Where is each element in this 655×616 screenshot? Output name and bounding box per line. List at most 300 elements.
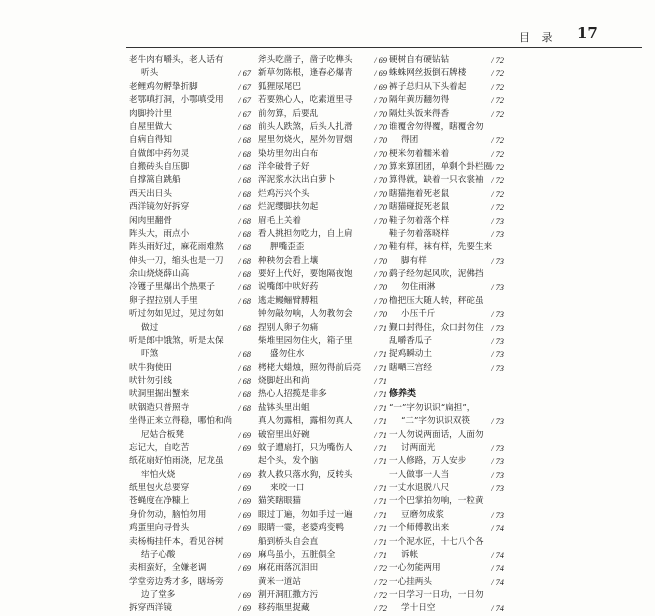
toc-entry[interactable] bbox=[258, 281, 387, 294]
toc-entry[interactable] bbox=[258, 94, 387, 107]
toc-entry-page: / 73 bbox=[491, 216, 504, 226]
toc-entry-page: / 71 bbox=[374, 403, 387, 413]
toc-entry-title: 捏别人卵子勿痛 bbox=[258, 322, 319, 333]
toc-entry[interactable] bbox=[258, 509, 387, 522]
toc-entry-page: / 68 bbox=[238, 350, 251, 360]
toc-entry[interactable] bbox=[389, 134, 504, 147]
toc-entry-title: 吠铟造只普照寺 bbox=[129, 402, 190, 413]
toc-entry-title: 破窑里出好碗 bbox=[258, 429, 310, 440]
toc-entry-page: / 69 bbox=[238, 564, 251, 574]
toc-entry-title: 卵子捏拉别人手里 bbox=[129, 295, 198, 306]
toc-entry[interactable] bbox=[389, 241, 504, 254]
toc-entry-page: / 74 bbox=[491, 550, 504, 560]
toc-entry-title: 结子心酸 bbox=[141, 549, 176, 560]
toc-entry-title: 移药瓶里捉藏 bbox=[258, 603, 310, 614]
toc-entry-title: 屋里勿烧火，屋外勿冒烟 bbox=[258, 135, 353, 146]
toc-entry[interactable] bbox=[389, 549, 504, 562]
toc-entry-title: 胛嘴歪歪 bbox=[270, 242, 305, 253]
toc-entry[interactable] bbox=[258, 322, 387, 335]
toc-entry-title: 拆穿西洋镜 bbox=[129, 603, 172, 614]
toc-entry[interactable] bbox=[129, 174, 251, 187]
toc-entry-title: 柴堆里园勿住火，箱子里 bbox=[258, 335, 353, 346]
toc-entry[interactable] bbox=[129, 308, 251, 321]
toc-entry-title: 硬树自有硬钻钻 bbox=[389, 55, 450, 65]
toc-entry[interactable] bbox=[129, 295, 251, 308]
toc-entry-title: 眼睛一霎，老婆鸡变鸭 bbox=[258, 523, 344, 534]
page-number: 17 bbox=[577, 24, 598, 42]
toc-entry[interactable] bbox=[258, 602, 387, 615]
toc-entry[interactable] bbox=[389, 429, 504, 442]
toc-entry[interactable] bbox=[389, 67, 504, 80]
toc-entry[interactable] bbox=[129, 188, 251, 201]
toc-entry-page: / 69 bbox=[238, 550, 251, 560]
toc-entry[interactable] bbox=[258, 495, 387, 508]
toc-entry[interactable] bbox=[258, 362, 387, 375]
toc-entry-title: 吠牛狗使田 bbox=[129, 362, 172, 373]
toc-entry-page: / 73 bbox=[491, 457, 504, 467]
toc-entry-title: 吠针勿引线 bbox=[129, 376, 172, 386]
toc-entry[interactable] bbox=[258, 268, 387, 281]
toc-entry-title: 鞋子勿着落个样 bbox=[389, 215, 450, 226]
toc-entry-page: / 68 bbox=[238, 377, 251, 386]
toc-entry[interactable] bbox=[129, 576, 251, 589]
toc-entry[interactable] bbox=[129, 388, 251, 401]
toc-entry-page: / 71 bbox=[374, 390, 387, 400]
toc-spacer bbox=[389, 375, 504, 388]
toc-entry-title: 小压千斤 bbox=[401, 309, 436, 320]
toc-entry-page: / 71 bbox=[374, 524, 387, 534]
toc-entry[interactable] bbox=[129, 348, 251, 361]
toc-entry-title: 真人勿露相，露相勿真人 bbox=[258, 416, 353, 427]
toc-entry-page: / 68 bbox=[238, 122, 251, 132]
toc-entry-title: 肉脚拎汁里 bbox=[129, 108, 172, 119]
toc-entry-title: 脚有样 bbox=[401, 255, 427, 266]
toc-entry[interactable] bbox=[258, 148, 387, 161]
toc-entry-page: / 72 bbox=[374, 564, 387, 574]
toc-entry-title: 牢怕火烧 bbox=[141, 469, 176, 480]
toc-entry[interactable] bbox=[389, 174, 504, 187]
toc-entry-title: 钟勿敲勿响，人勿教勿会 bbox=[258, 309, 353, 320]
toc-entry[interactable] bbox=[389, 482, 504, 495]
toc-entry-title: 一日学习一日功，一日勿 bbox=[389, 590, 484, 600]
toc-entry[interactable] bbox=[389, 121, 504, 134]
toc-entry[interactable] bbox=[389, 495, 504, 508]
toc-entry-page: / 70 bbox=[374, 109, 387, 119]
toc-entry-page: / 71 bbox=[374, 550, 387, 560]
toc-entry-title: 纸花扇好怕雨浇，尼龙虽 bbox=[129, 456, 224, 467]
toc-entry-title: 看人挑担勿吃力，自上肩 bbox=[258, 228, 353, 239]
toc-entry-title: 要好上代好，要饱隔夜饱 bbox=[258, 269, 353, 279]
toc-entry-page: / 68 bbox=[238, 323, 251, 333]
toc-entry-title: 算得就，缺着一只衣裳袖 bbox=[389, 175, 484, 186]
toc-entry-page: / 73 bbox=[491, 510, 504, 520]
toc-entry[interactable] bbox=[129, 241, 251, 254]
toc-entry-title: 盛勿住水 bbox=[270, 349, 305, 360]
toc-entry-title: 瞎猫碰捉死老鼠 bbox=[389, 202, 450, 213]
toc-entry[interactable] bbox=[129, 281, 251, 294]
toc-entry-page: / 70 bbox=[374, 270, 387, 279]
toc-entry[interactable] bbox=[129, 429, 251, 442]
toc-entry[interactable] bbox=[389, 335, 504, 348]
toc-entry-page: / 71 bbox=[374, 457, 387, 467]
toc-entry-page: / 70 bbox=[374, 122, 387, 132]
toc-entry-page: / 68 bbox=[238, 149, 251, 159]
toc-entry[interactable] bbox=[129, 482, 251, 495]
toc-entry[interactable] bbox=[389, 295, 504, 308]
toc-entry[interactable] bbox=[129, 255, 251, 268]
toc-entry-page: / 74 bbox=[491, 564, 504, 574]
toc-entry-title: 坐得正来立得稳，哪怕和尚 bbox=[129, 416, 233, 427]
toc-entry-page: / 73 bbox=[491, 470, 504, 480]
toc-entry[interactable] bbox=[258, 255, 387, 268]
toc-entry-title: 老鄂嗔打洞，小鄂嗔受用 bbox=[129, 95, 224, 106]
toc-entry[interactable] bbox=[258, 241, 387, 254]
toc-entry[interactable] bbox=[129, 54, 251, 67]
toc-entry-page: / 70 bbox=[374, 96, 387, 106]
toc-entry-page: / 67 bbox=[238, 69, 251, 79]
toc-entry[interactable] bbox=[258, 589, 387, 602]
toc-entry[interactable] bbox=[258, 121, 387, 134]
toc-entry-page: / 73 bbox=[491, 417, 504, 427]
toc-entry[interactable] bbox=[389, 268, 504, 281]
toc-entry-title: 诉帐 bbox=[401, 549, 419, 560]
toc-entry[interactable] bbox=[129, 215, 251, 228]
toc-entry-title: 黄米一道站 bbox=[258, 576, 301, 587]
toc-entry[interactable] bbox=[389, 308, 504, 321]
toc-entry-title: 麻花雨落沉泪田 bbox=[258, 563, 319, 574]
toc-entry-title: 一心挂两头 bbox=[389, 576, 432, 587]
toc-entry-title: 烂泥缨脚扶勿起 bbox=[258, 202, 319, 213]
toc-entry-title: 尼姑合板凳 bbox=[141, 429, 184, 440]
toc-entry[interactable] bbox=[258, 402, 387, 415]
toc-entry-title: 隔灶头饭来得香 bbox=[389, 108, 450, 119]
toc-entry-page: / 69 bbox=[374, 82, 387, 92]
toc-entry[interactable] bbox=[129, 602, 251, 615]
toc-entry-page: / 73 bbox=[491, 283, 504, 293]
toc-entry-title: 洋伞破骨子好 bbox=[258, 162, 310, 172]
toc-entry-page: / 72 bbox=[491, 69, 504, 79]
toc-entry-page: / 72 bbox=[491, 96, 504, 106]
toc-entry[interactable] bbox=[129, 201, 251, 214]
toc-entry-page: / 69 bbox=[238, 484, 251, 493]
toc-entry[interactable] bbox=[129, 161, 251, 174]
toc-entry[interactable] bbox=[129, 268, 251, 281]
toc-entry-title: 学十日空 bbox=[401, 603, 436, 614]
toc-entry[interactable] bbox=[129, 335, 251, 348]
toc-entry[interactable] bbox=[258, 388, 387, 401]
toc-entry[interactable] bbox=[129, 442, 251, 455]
toc-column-3 bbox=[389, 54, 508, 616]
section-title: 目 录 bbox=[519, 31, 557, 44]
toc-entry[interactable] bbox=[389, 81, 504, 94]
toc-entry-title: 闲肉里翻骨 bbox=[129, 215, 172, 226]
toc-entry[interactable] bbox=[389, 322, 504, 335]
toc-entry[interactable] bbox=[129, 67, 251, 80]
toc-entry[interactable] bbox=[389, 228, 504, 241]
toc-entry-page: / 68 bbox=[238, 296, 251, 306]
toc-entry[interactable] bbox=[129, 469, 251, 482]
toc-entry-page: / 70 bbox=[374, 163, 387, 172]
toc-entry-page: / 72 bbox=[491, 82, 504, 92]
toc-entry[interactable] bbox=[258, 228, 387, 241]
toc-entry-page: / 72 bbox=[374, 577, 387, 587]
toc-entry-page: / 72 bbox=[491, 176, 504, 186]
toc-entry-page: / 71 bbox=[374, 430, 387, 440]
toc-entry-title: 一人勿说两面话，人面勿 bbox=[389, 429, 484, 440]
toc-entry-page: / 68 bbox=[238, 283, 251, 293]
toc-entry-title: 讨两面光 bbox=[401, 442, 436, 453]
toc-entry[interactable] bbox=[129, 562, 251, 575]
toc-entry[interactable] bbox=[258, 174, 387, 187]
toc-entry-title: 热心人招揽是非多 bbox=[258, 389, 327, 400]
toc-entry-title: 捉鸡瞬动土 bbox=[389, 349, 432, 360]
toc-entry[interactable] bbox=[258, 54, 387, 67]
toc-entry-page: / 72 bbox=[491, 163, 504, 172]
toc-entry-page: / 73 bbox=[491, 363, 504, 373]
toc-entry[interactable] bbox=[129, 402, 251, 415]
toc-entry[interactable] bbox=[258, 161, 387, 174]
toc-entry-title: 裤子总归从下头着起 bbox=[389, 81, 467, 92]
toc-entry-page: / 68 bbox=[238, 216, 251, 226]
toc-entry[interactable] bbox=[389, 589, 504, 602]
toc-entry-title: 隔年黄历翻勿得 bbox=[389, 95, 450, 106]
toc-entry[interactable] bbox=[129, 94, 251, 107]
toc-entry[interactable] bbox=[389, 161, 504, 174]
toc-entry-title: 苍蝇度在净糠上 bbox=[129, 496, 190, 507]
toc-entry-title: “二”字勿识识双筷 bbox=[401, 416, 470, 427]
toc-entry-page: / 68 bbox=[238, 243, 251, 253]
toc-entry-page: / 71 bbox=[374, 417, 387, 427]
toc-entry[interactable] bbox=[258, 469, 387, 482]
toc-entry-title: 盐钵头里出蛆 bbox=[258, 402, 310, 413]
toc-entry[interactable] bbox=[389, 94, 504, 107]
toc-entry-title: 前头人跌煞，后头人扎滑 bbox=[258, 121, 353, 132]
toc-entry-title: 一心勿能两用 bbox=[389, 563, 441, 574]
toc-entry[interactable] bbox=[258, 562, 387, 575]
toc-entry-title: 乱嚼香瓜子 bbox=[389, 335, 432, 346]
toc-entry-page: / 72 bbox=[491, 189, 504, 199]
toc-entry[interactable] bbox=[258, 295, 387, 308]
toc-entry-page: / 69 bbox=[238, 497, 251, 507]
toc-entry-title: 老鲤鸡勿孵挚折脚 bbox=[129, 81, 198, 92]
toc-entry-page: / 69 bbox=[374, 69, 387, 79]
toc-entry-title: 橹把压大随人转，秤砣虽 bbox=[389, 295, 484, 306]
toc-entry-page: / 73 bbox=[491, 310, 504, 320]
toc-entry[interactable] bbox=[129, 134, 251, 147]
toc-entry-title: 豆磨勿成浆 bbox=[401, 509, 444, 520]
toc-entry[interactable] bbox=[129, 81, 251, 94]
toc-entry[interactable] bbox=[258, 308, 387, 321]
toc-entry-title: 狐狸尿尾巴 bbox=[258, 81, 301, 92]
toc-entry-page: / 70 bbox=[374, 176, 387, 186]
toc-entry-title: 一丈水退脱八尺 bbox=[389, 483, 450, 493]
toc-entry-title: 麻鸟虽小，五脏俱全 bbox=[258, 549, 336, 560]
toc-entry-page: / 74 bbox=[491, 604, 504, 614]
toc-entry[interactable] bbox=[258, 429, 387, 442]
toc-entry-title: 染坊里勿出白布 bbox=[258, 148, 319, 159]
toc-entry-title: 边了堂多 bbox=[141, 590, 176, 600]
toc-entry-page: / 68 bbox=[238, 189, 251, 199]
toc-entry-page: / 67 bbox=[238, 96, 251, 106]
toc-entry[interactable] bbox=[389, 148, 504, 161]
toc-entry-title: 身价勿动，脑怕勿用 bbox=[129, 509, 207, 520]
toc-entry-page: / 72 bbox=[491, 203, 504, 213]
toc-entry[interactable] bbox=[258, 522, 387, 535]
toc-entry-page: / 69 bbox=[238, 510, 251, 520]
toc-entry[interactable] bbox=[389, 522, 504, 535]
toc-entry-title: 若要熟心人，吃素道里寻 bbox=[258, 95, 353, 106]
toc-entry[interactable] bbox=[389, 562, 504, 575]
toc-entry[interactable] bbox=[389, 415, 504, 428]
toc-entry[interactable] bbox=[258, 576, 387, 589]
toc-entry-page: / 73 bbox=[491, 443, 504, 453]
toc-entry-page: / 70 bbox=[374, 216, 387, 226]
toc-entry[interactable] bbox=[389, 509, 504, 522]
toc-entry[interactable] bbox=[389, 442, 504, 455]
toc-entry[interactable] bbox=[389, 255, 504, 268]
toc-entry-title: 听头 bbox=[141, 68, 159, 79]
toc-entry-title: 梗米勿着糯米着 bbox=[389, 148, 450, 159]
toc-entry-title: 鞋子勿着落晓样 bbox=[389, 228, 450, 239]
toc-entry[interactable] bbox=[258, 134, 387, 147]
toc-entry-page: / 68 bbox=[238, 229, 251, 239]
toc-entry[interactable] bbox=[389, 108, 504, 121]
toc-entry-page: / 69 bbox=[238, 524, 251, 534]
toc-entry-page: / 72 bbox=[491, 109, 504, 119]
toc-entry-title: 忘记大，自吃苦 bbox=[129, 442, 190, 453]
toc-entry-title: 伸头一刀，缩头也是一刀 bbox=[129, 255, 224, 266]
toc-entry[interactable] bbox=[389, 536, 504, 549]
toc-entry[interactable] bbox=[389, 469, 504, 482]
toc-entry[interactable] bbox=[258, 81, 387, 94]
toc-entry-page: / 68 bbox=[238, 203, 251, 213]
toc-entry-page: / 71 bbox=[374, 350, 387, 360]
toc-entry[interactable] bbox=[258, 455, 387, 468]
toc-entry-title: 一个师傅教出来 bbox=[389, 523, 450, 534]
toc-entry-title: 吠洞里掘出蟹来 bbox=[129, 389, 190, 400]
toc-entry[interactable] bbox=[258, 348, 387, 361]
toc-entry-title: 烧脚赶出和尚 bbox=[258, 376, 310, 386]
toc-entry-title: 鹞子经勿起风吹，泥佛挡 bbox=[389, 269, 484, 279]
toc-entry[interactable] bbox=[129, 362, 251, 375]
toc-entry-page: / 71 bbox=[374, 510, 387, 520]
toc-entry[interactable] bbox=[389, 201, 504, 214]
toc-entry[interactable] bbox=[258, 335, 387, 348]
toc-entry-title: 浑泥浆水汏出白萝卜 bbox=[258, 175, 336, 186]
toc-entry-page: / 70 bbox=[374, 149, 387, 159]
toc-entry[interactable] bbox=[389, 362, 504, 375]
toc-entry[interactable] bbox=[258, 549, 387, 562]
toc-entry[interactable] bbox=[258, 482, 387, 495]
toc-entry[interactable] bbox=[389, 281, 504, 294]
toc-entry[interactable] bbox=[129, 108, 251, 121]
toc-entry-page: / 70 bbox=[374, 243, 387, 253]
toc-entry-title: 阵头雨好过，麻花雨难熬 bbox=[129, 242, 224, 253]
toc-entry[interactable] bbox=[258, 201, 387, 214]
toc-entry[interactable] bbox=[129, 549, 251, 562]
toc-entry[interactable] bbox=[389, 188, 504, 201]
toc-entry[interactable] bbox=[389, 455, 504, 468]
toc-entry-title: 说嘴郎中吠好药 bbox=[258, 282, 319, 293]
toc-entry-title: 纸里包火总要穿 bbox=[129, 483, 190, 493]
header-rule bbox=[126, 47, 642, 48]
toc-entry[interactable] bbox=[258, 188, 387, 201]
toc-entry-page: / 68 bbox=[238, 390, 251, 400]
toc-entry-title: 眉毛上关着 bbox=[258, 215, 301, 226]
toc-entry[interactable] bbox=[258, 375, 387, 388]
toc-entry[interactable] bbox=[129, 536, 251, 549]
toc-entry-title: 自搬砖头自压脚 bbox=[129, 162, 190, 172]
page-header bbox=[0, 0, 655, 46]
toc-entry[interactable] bbox=[258, 442, 387, 455]
toc-entry-page: / 68 bbox=[238, 256, 251, 266]
toc-entry-page: / 70 bbox=[374, 136, 387, 146]
toc-entry-title: 冷镬子里爆出个热栗子 bbox=[129, 282, 215, 293]
toc-entry[interactable] bbox=[258, 415, 387, 428]
toc-entry-title: 勿住雨淋 bbox=[401, 282, 436, 293]
toc-entry[interactable] bbox=[129, 455, 251, 468]
toc-entry[interactable] bbox=[258, 67, 387, 80]
toc-entry-page: / 73 bbox=[491, 484, 504, 493]
toc-entry-title: 割开洞肛撒方污 bbox=[258, 590, 319, 600]
toc-entry-page: / 70 bbox=[374, 283, 387, 293]
toc-entry-page: / 71 bbox=[374, 497, 387, 507]
toc-entry-title: 余山烧烧薛山高 bbox=[129, 269, 190, 279]
toc-entry-page: / 72 bbox=[491, 136, 504, 146]
toc-entry-title: 觐口封得住，众口封勿住 bbox=[389, 322, 484, 333]
toc-entry[interactable] bbox=[389, 215, 504, 228]
toc-entry-page: / 70 bbox=[374, 296, 387, 306]
toc-entry[interactable] bbox=[258, 215, 387, 228]
toc-entry-page: / 68 bbox=[238, 363, 251, 373]
toc-entry[interactable] bbox=[129, 228, 251, 241]
toc-entry-title: 鞋有样，袜有样，先要生来 bbox=[389, 242, 493, 253]
toc-entry-title: 瞎猫拖着死老鼠 bbox=[389, 188, 450, 199]
toc-entry-title: 西洋镜勿好拆穿 bbox=[129, 202, 190, 213]
toc-entry-title: “一”字勿识识“扁担”， bbox=[389, 402, 476, 413]
toc-entry[interactable] bbox=[129, 415, 251, 428]
toc-entry-title: 种秧勿会看上壤 bbox=[258, 255, 319, 266]
toc-entry[interactable] bbox=[129, 322, 251, 335]
toc-entry[interactable] bbox=[258, 108, 387, 121]
toc-entry-page: / 71 bbox=[374, 377, 387, 386]
toc-entry[interactable] bbox=[389, 54, 504, 67]
toc-entry[interactable] bbox=[129, 522, 251, 535]
toc-entry[interactable] bbox=[389, 576, 504, 589]
toc-entry[interactable] bbox=[129, 375, 251, 388]
toc-entry[interactable] bbox=[129, 495, 251, 508]
toc-entry-title: 自做郎中药勿灵 bbox=[129, 148, 190, 159]
toc-entry[interactable] bbox=[389, 348, 504, 361]
toc-entry[interactable] bbox=[389, 402, 504, 415]
toc-entry[interactable] bbox=[129, 509, 251, 522]
toc-entry[interactable] bbox=[258, 536, 387, 549]
toc-entry-title: 吓煞 bbox=[141, 349, 159, 360]
toc-entry-title: 逃走鳗鲡臂膊粗 bbox=[258, 295, 319, 306]
toc-entry[interactable] bbox=[389, 602, 504, 615]
toc-entry-page: / 71 bbox=[374, 484, 387, 493]
section-heading bbox=[389, 388, 504, 401]
toc-entry-title: 新草勿陈根，逢春必爆青 bbox=[258, 68, 353, 79]
toc-entry[interactable] bbox=[129, 148, 251, 161]
toc-entry-title: 做过 bbox=[141, 322, 159, 333]
toc-entry-title: 救人救只落水狗，反转头 bbox=[258, 469, 353, 480]
toc-entry[interactable] bbox=[129, 589, 251, 602]
toc-entry-title: 蚊子遭扇打，只为嘴伤人 bbox=[258, 442, 353, 453]
toc-entry[interactable] bbox=[129, 121, 251, 134]
toc-entry-title: 听是郎中饿煞，听是太保 bbox=[129, 335, 224, 346]
toc-entry-title: 起个头，发个脑 bbox=[258, 456, 319, 467]
